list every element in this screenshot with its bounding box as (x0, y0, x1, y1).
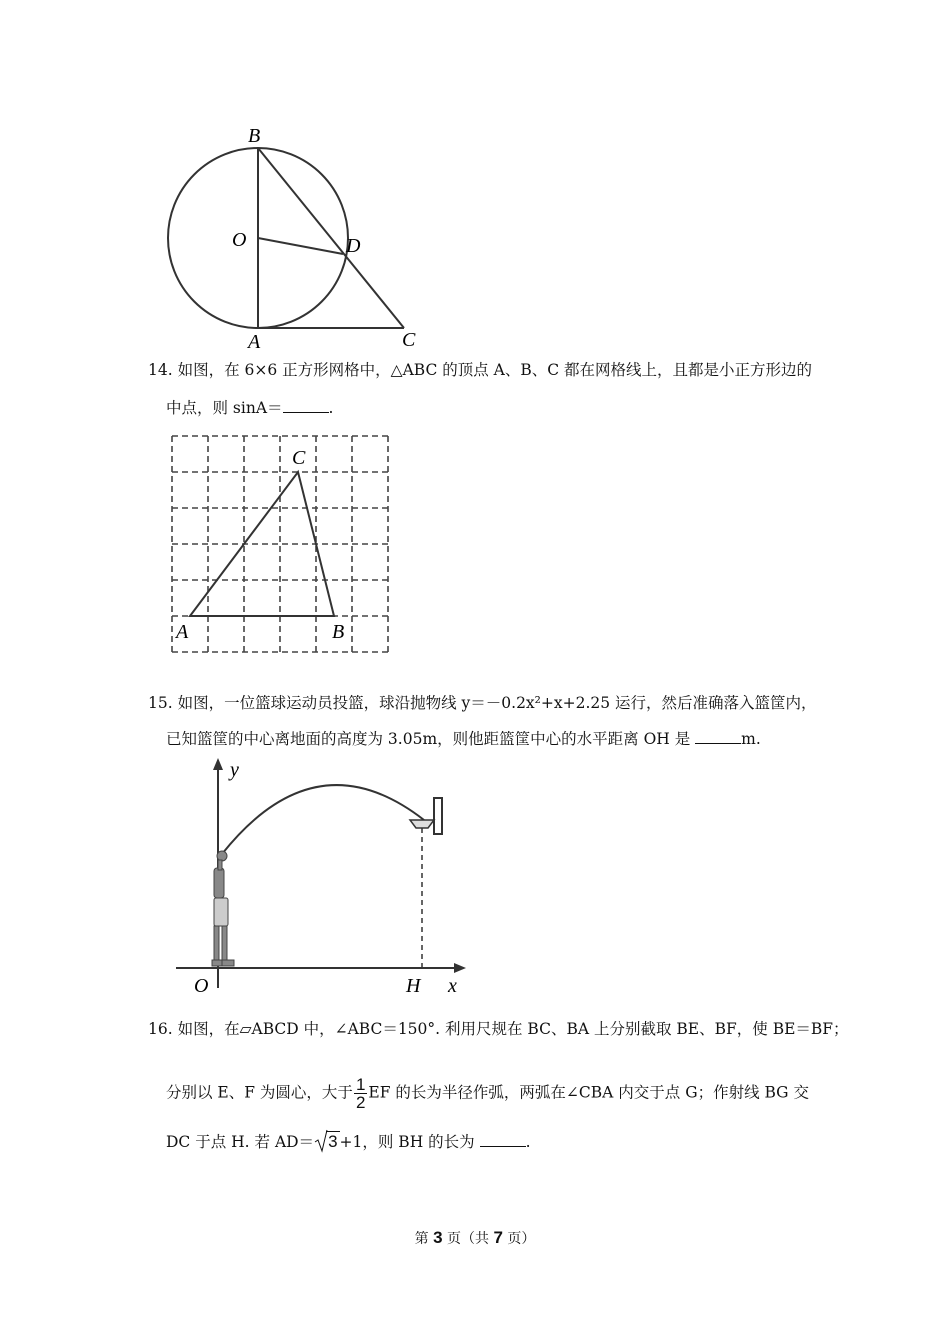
question-16-line2 (166, 1076, 809, 1111)
label-c: C (292, 447, 306, 469)
question-text: 中点，则 sinA＝ (166, 399, 283, 417)
page-footer: 第 3 页（共 7 页） (414, 1228, 536, 1247)
question-text: +1，则 BH 的长为 (339, 1133, 480, 1151)
question-text: DC 于点 H. 若 AD＝ (166, 1133, 315, 1151)
label-b: B (248, 125, 261, 147)
question-number: 16. (148, 1020, 173, 1038)
figure-circle-tangent (160, 118, 430, 350)
question-text: 如图，一位篮球运动员投篮，球沿抛物线 y＝－0.2x²+x+2.25 运行，然后准确落入篮筐内， (177, 694, 817, 712)
question-text: 分别以 E、F 为圆心，大于 (166, 1083, 353, 1102)
question-14-line1 (148, 359, 812, 381)
question-number: 15. (148, 694, 173, 712)
backboard (434, 798, 442, 834)
basketball-player (212, 851, 234, 966)
basket-hoop (410, 820, 434, 828)
question-15-line2: 已知篮筐的中心离地面的高度为 3.05m，则他距篮筐中心的水平距离 OH 是 m. (166, 730, 761, 748)
label-a: A (248, 331, 261, 350)
label-a: A (176, 621, 189, 643)
question-14-line2: 中点，则 sinA＝ . (166, 399, 334, 417)
label-b: B (332, 621, 345, 643)
question-text: 已知篮筐的中心离地面的高度为 3.05m，则他距篮筐中心的水平距离 OH 是 (166, 730, 696, 748)
label-o: O (232, 229, 247, 251)
segment-bc (258, 148, 404, 328)
grid-6x6 (172, 436, 388, 652)
figure-grid-triangle (166, 430, 398, 666)
page-number: 3 (433, 1228, 443, 1247)
answer-blank[interactable] (695, 729, 741, 744)
label-c: C (402, 329, 416, 350)
answer-blank[interactable] (283, 398, 329, 413)
segment-od (258, 238, 343, 254)
total-pages: 7 (493, 1228, 503, 1247)
question-16-line3: DC 于点 H. 若 AD＝ 3 +1，则 BH 的长为 . (166, 1132, 531, 1151)
square-root: 3 (314, 1131, 339, 1153)
fraction-one-half: $\frac{1}{2}$ (355, 1075, 366, 1112)
question-16-line1 (148, 1018, 849, 1040)
label-d: D (346, 235, 361, 257)
label-h: H (406, 975, 421, 997)
question-text: 如图，在 6×6 正方形网格中，△ABC 的顶点 A、B、C 都在网格线上，且都是小正方形边的 (177, 361, 813, 379)
x-axis-arrow (454, 963, 466, 973)
label-origin: O (194, 975, 209, 997)
label-x: x (448, 975, 457, 997)
question-text: 如图，在▱ABCD 中，∠ABC＝150°. 利用尺规在 BC、BA 上分别截取 BE、BF，使 BE＝BF； (177, 1020, 849, 1038)
ball-trajectory (222, 785, 424, 854)
answer-blank[interactable] (480, 1132, 526, 1147)
question-15-line1 (148, 692, 817, 714)
y-axis-arrow (213, 758, 223, 770)
figure-basketball (166, 756, 486, 1000)
question-text: EF 的长为半径作弧，两弧在∠CBA 内交于点 G；作射线 BG 交 (368, 1083, 809, 1102)
label-y: y (230, 759, 239, 781)
question-number: 14. (148, 361, 173, 379)
